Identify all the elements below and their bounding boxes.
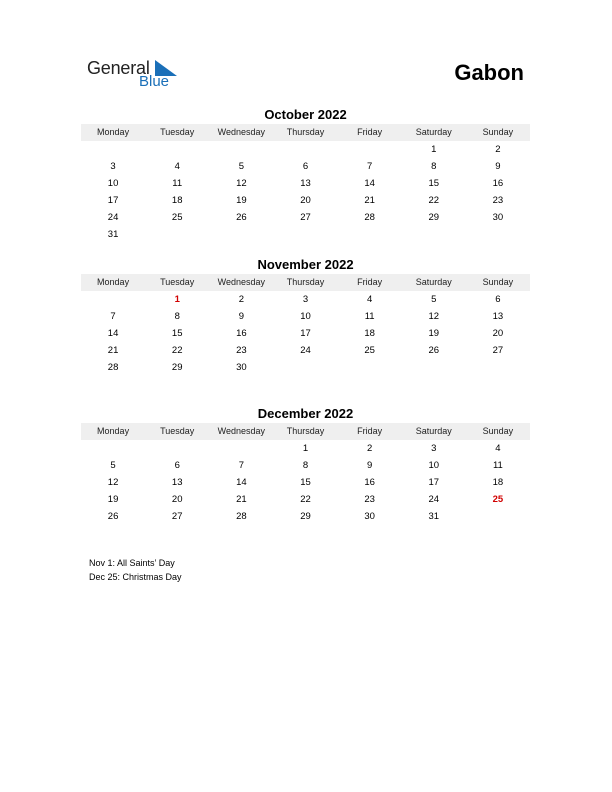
- day-cell: 18: [492, 477, 504, 488]
- week-row: [81, 158, 530, 175]
- day-cell: 28: [236, 511, 247, 522]
- day-cell: 8: [431, 161, 437, 172]
- weekday-label: Wednesday: [217, 277, 266, 287]
- empty-day-cell: [338, 141, 402, 158]
- day-cell: 10: [107, 178, 119, 189]
- week-row: [81, 359, 530, 376]
- day-cell: 23: [236, 345, 247, 356]
- empty-day-cell: [273, 226, 337, 243]
- weekday-label: Wednesday: [217, 426, 266, 436]
- day-cell: 29: [300, 511, 311, 522]
- day-cell: 30: [364, 511, 375, 522]
- day-cell: 23: [492, 195, 504, 206]
- weekday-label: Sunday: [482, 426, 514, 436]
- day-cell: 21: [236, 494, 247, 505]
- week-row: [81, 141, 530, 158]
- day-cell: 20: [300, 195, 311, 206]
- day-cell: 6: [174, 460, 180, 471]
- day-cell: 17: [107, 195, 119, 206]
- day-cell: 1: [431, 144, 437, 155]
- day-cell: 2: [238, 294, 244, 305]
- holiday-day-cell: 25: [492, 494, 504, 505]
- day-cell: 27: [300, 212, 311, 223]
- holiday-note: Dec 25: Christmas Day: [89, 572, 182, 582]
- day-cell: 14: [107, 328, 119, 339]
- day-cell: 12: [236, 178, 247, 189]
- weekday-label: Monday: [97, 127, 130, 137]
- day-cell: 16: [364, 477, 375, 488]
- day-cell: 24: [107, 212, 119, 223]
- week-row: [81, 175, 530, 192]
- day-cell: 20: [492, 328, 504, 339]
- day-cell: 19: [428, 328, 440, 339]
- week-row: [81, 291, 530, 308]
- day-cell: 17: [428, 477, 440, 488]
- month-title: November 2022: [257, 257, 354, 272]
- day-cell: 17: [300, 328, 311, 339]
- day-cell: 26: [428, 345, 440, 356]
- empty-day-cell: [466, 508, 530, 525]
- empty-day-cell: [209, 226, 273, 243]
- day-cell: 25: [364, 345, 375, 356]
- day-cell: 24: [300, 345, 311, 356]
- day-cell: 7: [110, 311, 116, 322]
- day-cell: 16: [492, 178, 504, 189]
- day-cell: 15: [171, 328, 183, 339]
- day-cell: 22: [171, 345, 183, 356]
- day-cell: 14: [364, 178, 375, 189]
- week-row: [81, 457, 530, 474]
- day-cell: 4: [174, 161, 180, 172]
- day-cell: 19: [107, 494, 119, 505]
- day-cell: 20: [171, 494, 183, 505]
- empty-day-cell: [145, 440, 209, 457]
- empty-day-cell: [81, 291, 145, 308]
- day-cell: 11: [364, 311, 375, 322]
- day-cell: 4: [495, 443, 501, 454]
- day-cell: 9: [495, 161, 501, 172]
- weekday-label: Tuesday: [160, 277, 195, 287]
- weekday-label: Tuesday: [160, 127, 195, 137]
- weekday-header-row: [81, 274, 530, 291]
- day-cell: 11: [172, 178, 183, 189]
- day-cell: 3: [302, 294, 309, 305]
- week-row: [81, 342, 530, 359]
- day-cell: 15: [428, 178, 440, 189]
- week-row: [81, 474, 530, 491]
- day-cell: 16: [236, 328, 247, 339]
- day-cell: 2: [366, 443, 373, 454]
- day-cell: 26: [107, 511, 119, 522]
- month-title: October 2022: [264, 107, 347, 122]
- day-cell: 4: [366, 294, 373, 305]
- day-cell: 18: [364, 328, 375, 339]
- empty-day-cell: [209, 440, 273, 457]
- weekday-label: Thursday: [286, 426, 325, 436]
- day-cell: 21: [364, 195, 375, 206]
- empty-day-cell: [81, 141, 145, 158]
- day-cell: 29: [171, 362, 183, 373]
- empty-day-cell: [466, 226, 530, 243]
- holiday-notes: [89, 556, 182, 584]
- empty-day-cell: [466, 359, 530, 376]
- day-cell: 26: [236, 212, 247, 223]
- weekday-label: Sunday: [482, 277, 514, 287]
- weekday-label: Thursday: [286, 127, 325, 137]
- day-cell: 7: [366, 161, 373, 172]
- empty-day-cell: [273, 141, 337, 158]
- month-title: December 2022: [257, 406, 354, 421]
- day-cell: 12: [428, 311, 440, 322]
- day-cell: 30: [236, 362, 247, 373]
- day-cell: 11: [492, 460, 503, 471]
- day-cell: 19: [236, 195, 247, 206]
- day-cell: 21: [107, 345, 119, 356]
- day-cell: 13: [171, 477, 183, 488]
- day-cell: 8: [174, 311, 180, 322]
- day-cell: 6: [495, 294, 501, 305]
- empty-day-cell: [338, 226, 402, 243]
- weekday-label: Tuesday: [160, 426, 195, 436]
- day-cell: 5: [238, 161, 244, 172]
- day-cell: 9: [366, 460, 373, 471]
- empty-day-cell: [209, 141, 273, 158]
- month-november: [81, 256, 530, 376]
- logo-text-general: General: [87, 58, 150, 78]
- empty-day-cell: [402, 226, 466, 243]
- logo-text-blue: Blue: [139, 73, 170, 90]
- weekday-label: Saturday: [415, 277, 452, 287]
- weekday-label: Sunday: [482, 127, 514, 137]
- day-cell: 15: [300, 477, 311, 488]
- day-cell: 25: [171, 212, 183, 223]
- weekday-label: Wednesday: [217, 127, 266, 137]
- day-cell: 30: [492, 212, 504, 223]
- holiday-day-cell: 1: [174, 294, 180, 305]
- country-title: Gabon: [454, 60, 524, 85]
- holiday-note: Nov 1: All Saints’ Day: [89, 558, 175, 568]
- weekday-label: Saturday: [415, 426, 452, 436]
- day-cell: 28: [107, 362, 119, 373]
- week-row: [81, 192, 530, 209]
- day-cell: 2: [495, 144, 501, 155]
- weekday-label: Monday: [97, 277, 130, 287]
- empty-day-cell: [81, 440, 145, 457]
- day-cell: 5: [110, 460, 116, 471]
- day-cell: 14: [236, 477, 247, 488]
- day-cell: 27: [492, 345, 504, 356]
- weekday-header-row: [81, 124, 530, 141]
- weekday-label: Thursday: [286, 277, 325, 287]
- weekday-label: Friday: [357, 277, 383, 287]
- week-row: [81, 209, 530, 226]
- day-cell: 22: [428, 195, 440, 206]
- empty-day-cell: [273, 359, 337, 376]
- day-cell: 23: [364, 494, 375, 505]
- day-cell: 10: [428, 460, 440, 471]
- week-row: [81, 325, 530, 342]
- week-row: [81, 508, 530, 525]
- month-december: [81, 405, 530, 525]
- week-row: [81, 308, 530, 325]
- empty-day-cell: [402, 359, 466, 376]
- day-cell: 13: [492, 311, 504, 322]
- day-cell: 6: [302, 161, 309, 172]
- generalblue-logo: [87, 58, 187, 92]
- day-cell: 10: [300, 311, 311, 322]
- day-cell: 9: [238, 311, 244, 322]
- day-cell: 28: [364, 212, 375, 223]
- empty-day-cell: [338, 359, 402, 376]
- week-row: [81, 440, 530, 457]
- day-cell: 22: [300, 494, 311, 505]
- day-cell: 29: [428, 212, 440, 223]
- empty-day-cell: [145, 141, 209, 158]
- day-cell: 5: [431, 294, 437, 305]
- empty-day-cell: [145, 226, 209, 243]
- day-cell: 24: [428, 494, 440, 505]
- week-row: [81, 491, 530, 508]
- weekday-label: Saturday: [415, 127, 452, 137]
- day-cell: 3: [110, 161, 116, 172]
- weekday-label: Friday: [357, 426, 383, 436]
- day-cell: 3: [431, 443, 437, 454]
- weekday-label: Monday: [97, 426, 130, 436]
- weekday-header-row: [81, 423, 530, 440]
- day-cell: 12: [107, 477, 119, 488]
- day-cell: 7: [238, 460, 244, 471]
- day-cell: 1: [302, 443, 309, 454]
- day-cell: 8: [302, 460, 309, 471]
- weekday-label: Friday: [357, 127, 383, 137]
- day-cell: 31: [428, 511, 440, 522]
- month-october: [81, 106, 530, 243]
- day-cell: 13: [300, 178, 311, 189]
- day-cell: 18: [171, 195, 183, 206]
- week-row: [81, 226, 530, 243]
- day-cell: 27: [171, 511, 183, 522]
- day-cell: 31: [107, 229, 119, 240]
